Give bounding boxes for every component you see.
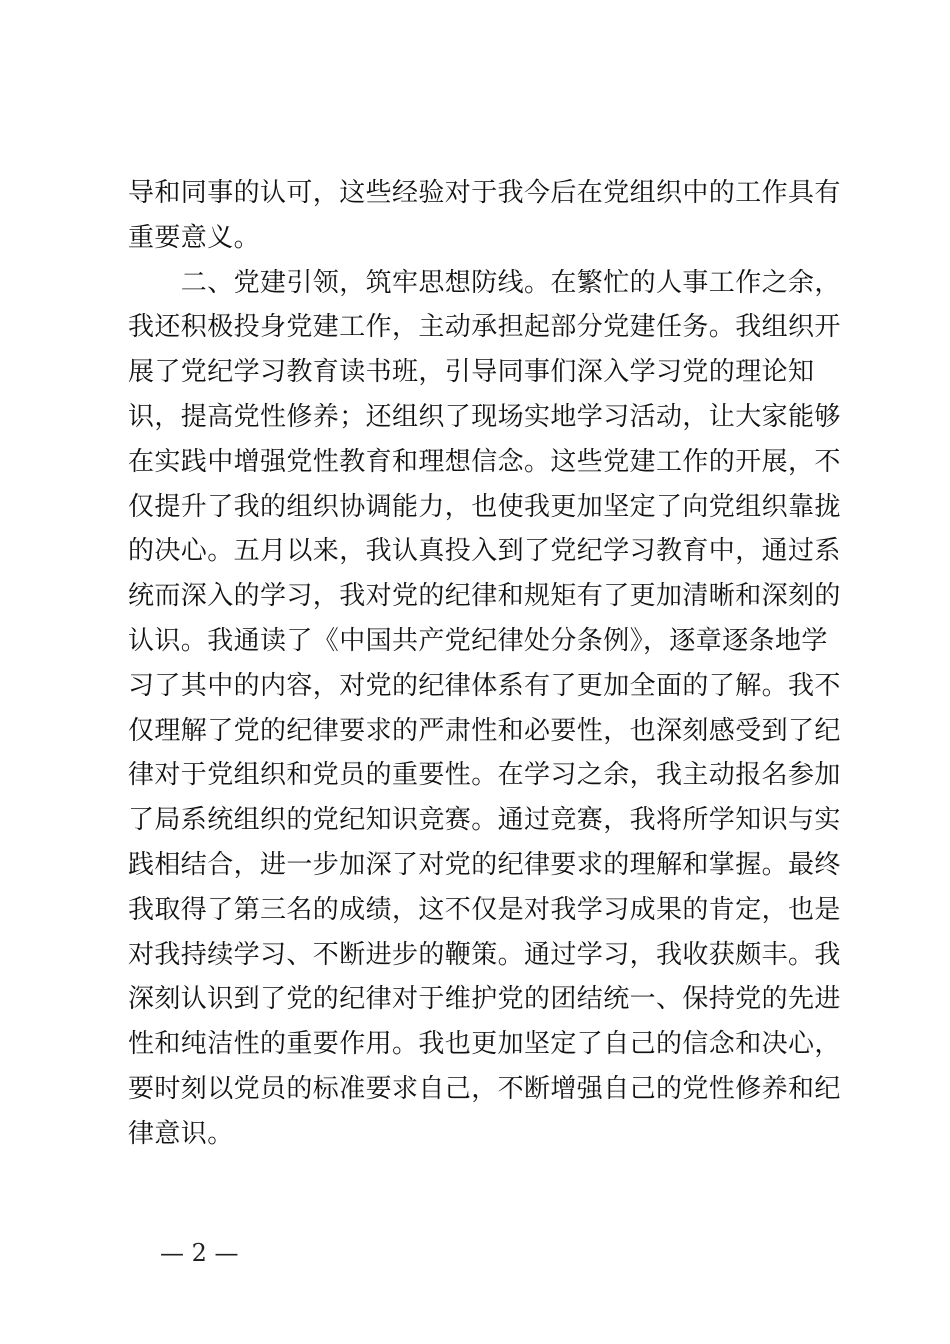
text-line: 律意识。: [128, 1118, 234, 1149]
text-line: 识，提高党性修养；还组织了现场实地学习活动，让大家能够: [128, 401, 841, 432]
text-line: 在实践中增强党性教育和理想信念。这些党建工作的开展，不: [128, 446, 841, 477]
text-line: 仅提升了我的组织协调能力，也使我更加坚定了向党组织靠拢: [128, 491, 841, 522]
text-line: 了局系统组织的党纪知识竞赛。通过竞赛，我将所学知识与实: [128, 805, 841, 836]
text-line: 展了党纪学习教育读书班，引导同事们深入学习党的理论知: [128, 357, 815, 388]
text-line: 的决心。五月以来，我认真投入到了党纪学习教育中，通过系: [128, 536, 841, 567]
text-line: 我取得了第三名的成绩，这不仅是对我学习成果的肯定，也是: [128, 894, 841, 925]
text-line: 我还积极投身党建工作，主动承担起部分党建任务。我组织开: [128, 312, 841, 343]
text-line: 律对于党组织和党员的重要性。在学习之余，我主动报名参加: [128, 760, 841, 791]
page-number: — 2 —: [160, 1239, 239, 1267]
text-line: 仅理解了党的纪律要求的严肃性和必要性，也深刻感受到了纪: [128, 715, 841, 746]
text-line: 导和同事的认可，这些经验对于我今后在党组织中的工作具有: [128, 178, 841, 208]
text-line: 要时刻以党员的标准要求自己，不断增强自己的党性修养和纪: [128, 1073, 841, 1104]
text-line: 习了其中的内容，对党的纪律体系有了更加全面的了解。我不: [128, 670, 841, 701]
text-line: 认识。我通读了《中国共产党纪律处分条例》，逐章逐条地学: [128, 625, 828, 656]
text-line: 二、党建引领，筑牢思想防线。在繁忙的人事工作之余，: [128, 267, 841, 298]
text-line: 对我持续学习、不断进步的鞭策。通过学习，我收获颇丰。我: [128, 939, 841, 970]
text-line: 重要意义。: [128, 222, 261, 253]
body-text: [128, 171, 841, 1157]
text-line: 深刻认识到了党的纪律对于维护党的团结统一、保持党的先进: [128, 984, 841, 1015]
text-line: 践相结合，进一步加深了对党的纪律要求的理解和掌握。最终: [128, 849, 841, 880]
text-line: 性和纯洁性的重要作用。我也更加坚定了自己的信念和决心，: [128, 1029, 841, 1060]
text-line: 统而深入的学习，我对党的纪律和规矩有了更加清晰和深刻的: [128, 581, 841, 612]
